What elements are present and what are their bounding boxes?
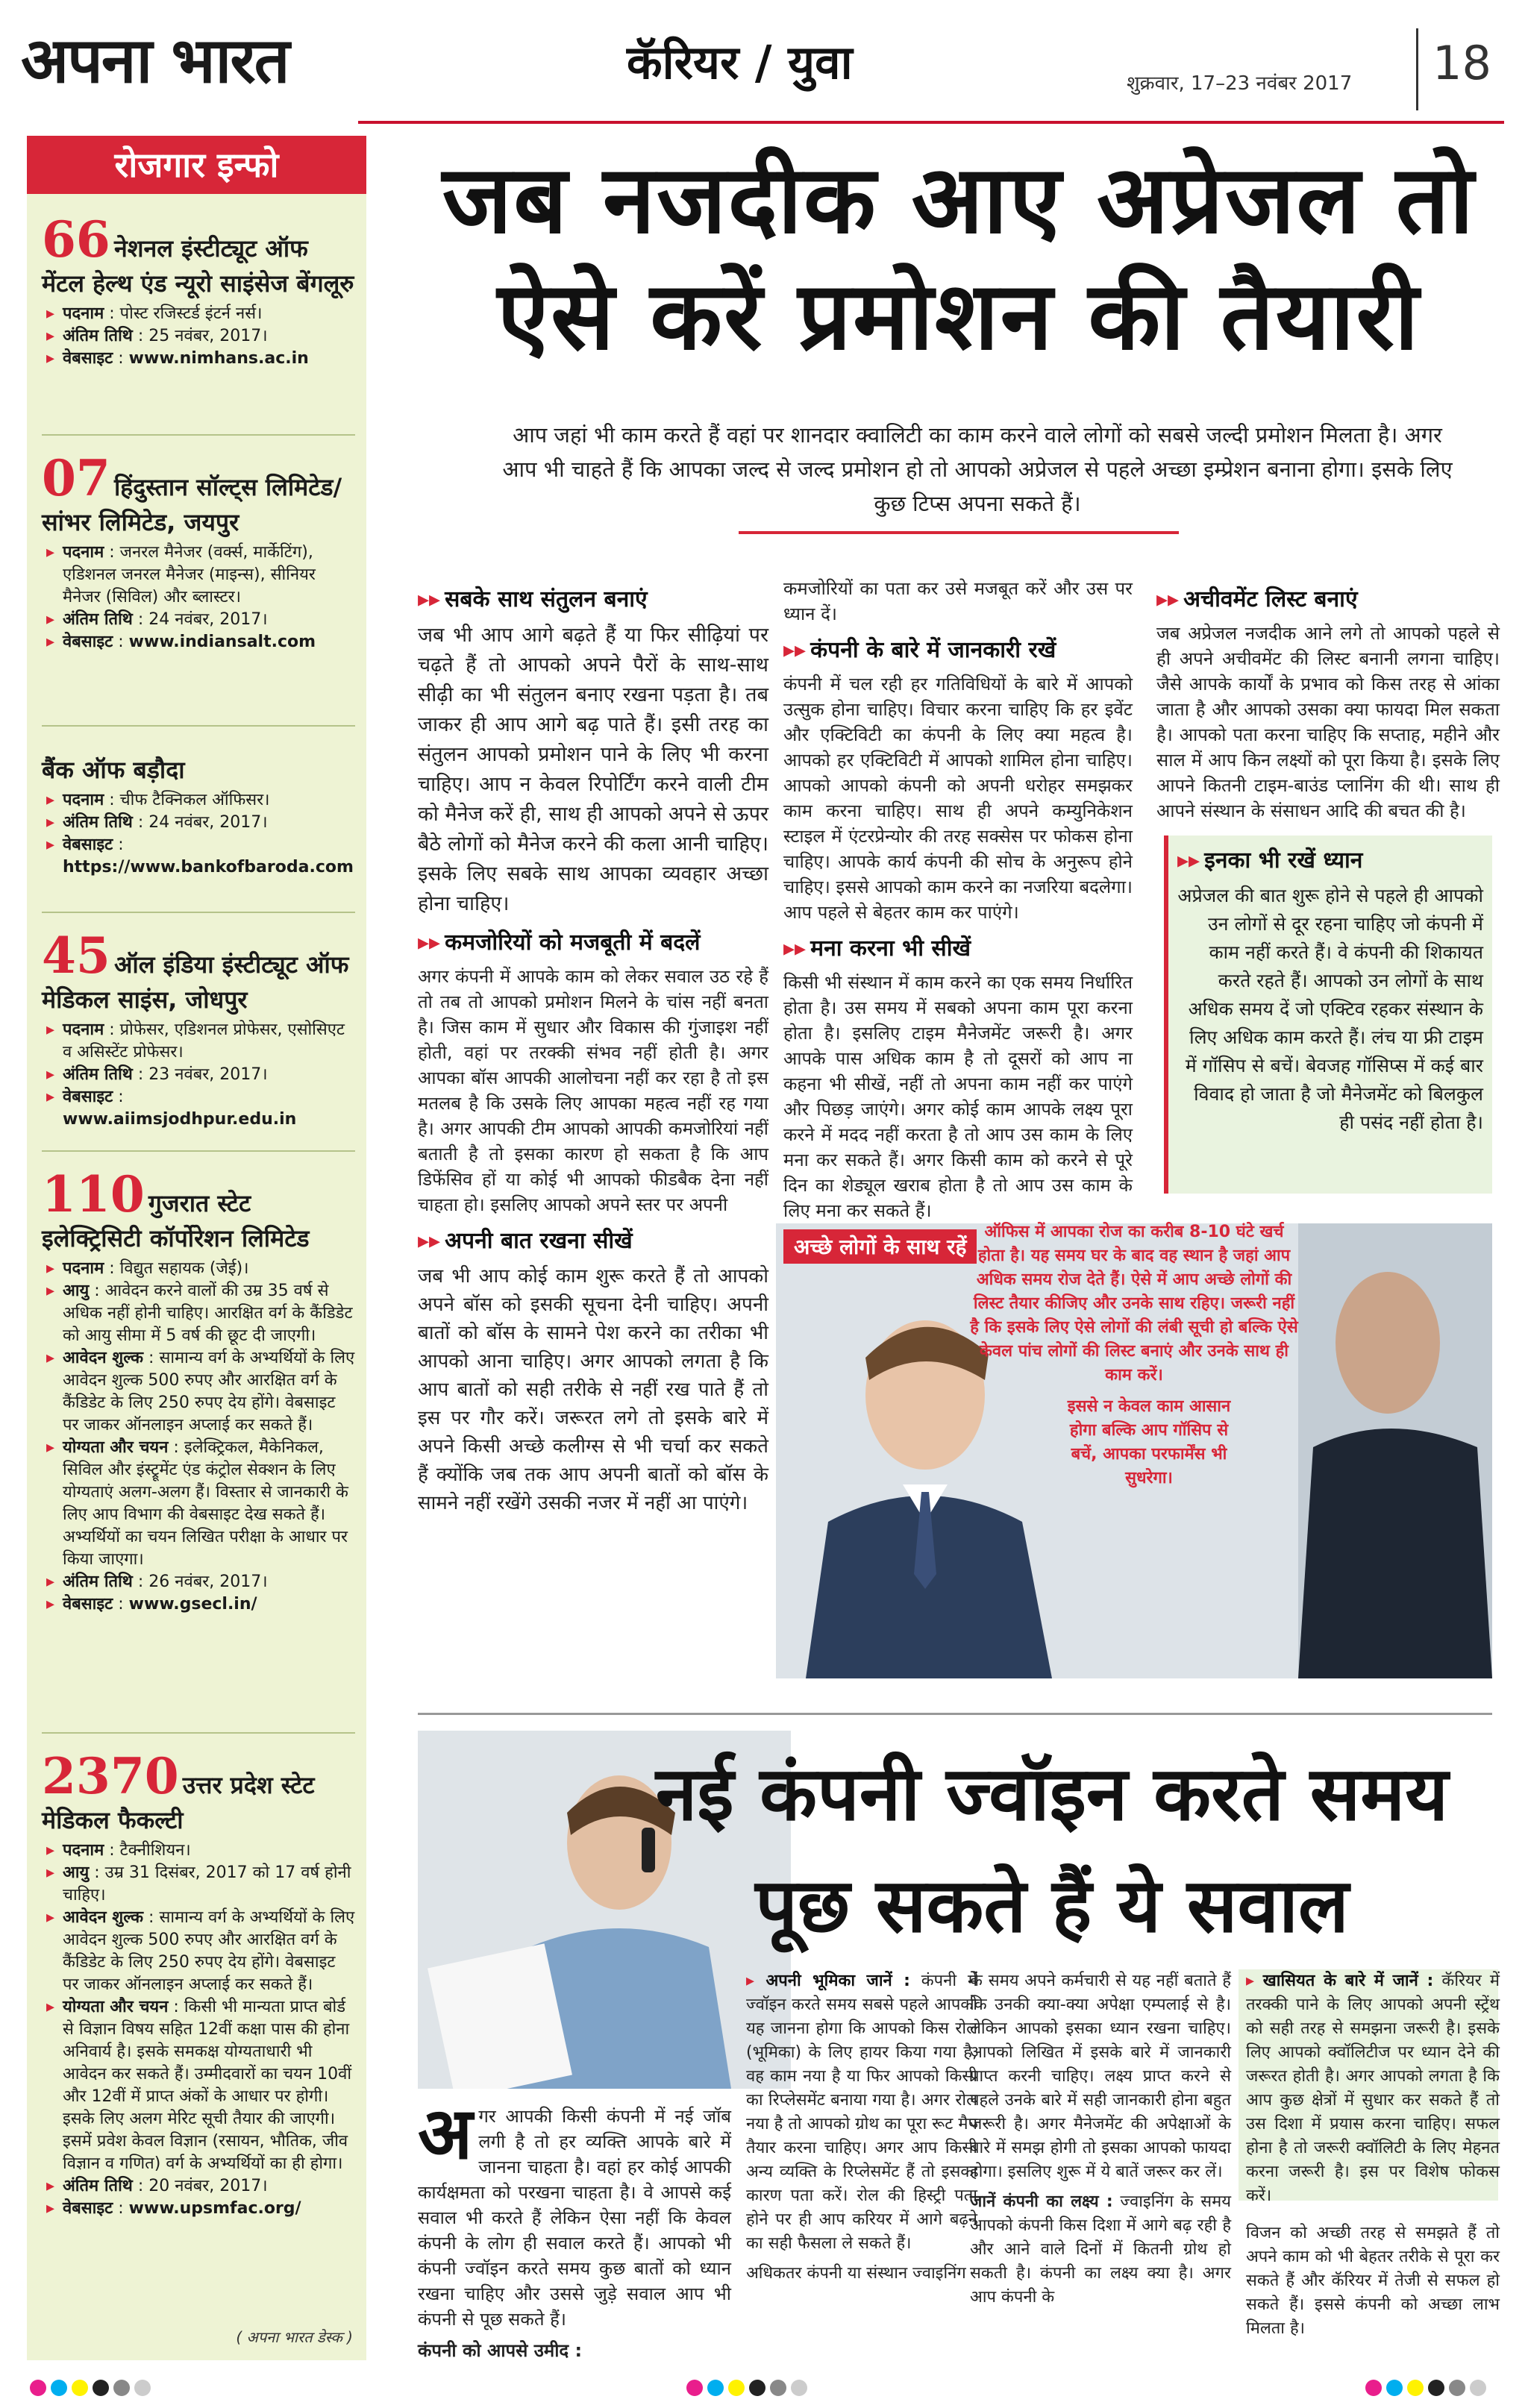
paragraph: अप्रेजल की बात शुरू होने से पहले ही आपको उन लोगों से दूर रहना चाहिए जो कंपनी में काम नहीं करते हैं। वे कंपनी की शिकायत करते रहते हैं। आपको उन लोगों के साथ अधिक समय दें जो एक्टिव रहकर संस्थान के लिए अधिक काम करते हैं। लंच या फ्री टाइम में गॉसिप से बचें। बेवजह गॉसिप्स में कई बार विवाद हो जाता है जो मैनेजमेंट को बिलकुल ही पसंद नहीं होता है। — [1177, 885, 1483, 1133]
job-org: गुजरात स्टेट इलेक्ट्रिसिटी कॉर्पोरेशन लिमिटेड — [42, 1189, 310, 1252]
article-column — [418, 576, 768, 1523]
article-column — [783, 576, 1133, 1229]
arrow-icon: ▸▸ — [418, 929, 441, 956]
main-headline: जब नजदीक आए अप्रेजल तो ऐसे करें प्रमोशन की तैयारी — [442, 145, 1476, 371]
job-detail: ▸ अंतिम तिथि : 24 नवंबर, 2017। — [42, 812, 355, 834]
subheading: ▸▸ अचीवमेंट लिस्ट बनाएं — [1156, 586, 1358, 612]
job-count: 66 — [42, 210, 110, 269]
paragraph: के समय अपने कर्मचारी से यह नहीं बताते हैं कि उनकी क्या-क्या अपेक्षा एम्पलाई से है। लेकिन आपको इसका ध्यान रखना चाहिए। आपको लिखित में इसके बारे में जानकारी प्राप्त करनी चाहिए। लक्ष्य प्राप्त करने से पहले उनके बारे में सही जानकारी होना बहुत जरूरी है। अगर मैनेजमेंट की अपेक्षाओं के बारे में समझ होगी तो इसका आपको फायदा होगा। इसलिए शुरू में ये बातें जरूर कर लें। — [970, 1972, 1231, 2181]
job-detail: ▸ अंतिम तिथि : 24 नवंबर, 2017। — [42, 609, 355, 631]
job-website-link[interactable]: ▸ वेबसाइट : www.nimhans.ac.in — [42, 348, 355, 370]
print-registration-marks — [0, 2380, 1528, 2408]
section-title: कॅरियर / युवा — [627, 35, 853, 90]
job-detail: ▸ अंतिम तिथि : 20 नवंबर, 2017। — [42, 2175, 355, 2198]
paragraph: अगर कंपनी में आपके काम को लेकर सवाल उठ रहे हैं तो तब तो आपको प्रमोशन मिलने के चांस नहीं बनता है। जिस काम में सुधार और विकास की गुंजाइश नहीं होती, वहां पर तरक्की संभव नहीं होती है। अगर आपका बॉस आपकी आलोचना नहीं कर रहा है तो इस मतलब है कि उसके लिए आपका महत्व नहीं रह गया है। अगर आपकी टीम आपको आपकी कमजोरियां नहीं बताती है तो इसका कारण हो सकता है कि आप डिफेंसिव हों या कोई भी आपको फीडबैक देना नहीं चाहता हो। इसलिए आपको अपने स्तर पर अपनी — [418, 966, 768, 1215]
job-website-link[interactable]: ▸ वेबसाइट : www.gsecl.in/ — [42, 1593, 355, 1616]
job-listing — [42, 755, 355, 879]
divider — [42, 1150, 355, 1152]
secondary-headline: नई कंपनी ज्वॉइन करते समय पूछ सकते हैं ये सवाल — [655, 1750, 1449, 1949]
paragraph: अगर आपकी किसी कंपनी में नई जॉब लगी है तो हर व्यक्ति आपके बारे में जानना चाहता है। वहां हर कोई आपकी कार्यक्षमता को परखना चाहता है। वे आपसे कई सवाल भी करते हैं लेकिन ऐसा नहीं कि केवल कंपनी के लोग ही सवाल करते हैं। आपको भी कंपनी ज्वॉइन करते समय कुछ बातों को ध्यान रखना चाहिए और उससे जुड़े सवाल आप भी कंपनी से पूछ सकते हैं। — [418, 2091, 731, 2330]
divider — [1416, 28, 1418, 110]
job-detail: ▸ योग्यता और चयन : किसी भी मान्यता प्राप्त बोर्ड से विज्ञान विषय सहित 12वीं कक्षा पास की होना अनिवार्य है। इसके समकक्ष योग्यताधारी भी आवेदन कर सकते हैं। उम्मीदवारों का चयन 10वीं और 12वीं में प्राप्त अंकों के आधार पर होगी। इसके लिए अलग मेरिट सूची तैयार की जाएगी। इसमें प्रवेश केवल विज्ञान (रसायन, भौतिक, जीव विज्ञान व गणित) वर्ग के अभ्यर्थियों का ही होगा। — [42, 1996, 355, 2175]
job-listing — [42, 449, 355, 653]
color-swatches — [1365, 2380, 1486, 2396]
paragraph: जब भी आप आगे बढ़ते हैं या फिर सीढ़ियां पर चढ़ते हैं तो आपको अपने पैरों के साथ-साथ सीढ़ी का भी संतुलन बनाए रखना पड़ता है। तब जाकर ही आप आगे बढ़ पाते हैं। इसी तरह का संतुलन आपको प्रमोशन पाने के लिए भी करना चाहिए। आप न केवल रिपोर्टिंग करने वाली टीम को मैनेज करें ही, साथ ही आपको अपने से ऊपर बैठे लोगों को मैनेज करने की कला आनी चाहिए। इसके लिए सबके साथ आपका व्यवहार अच्छा होना चाहिए। — [418, 624, 768, 915]
masthead — [0, 0, 1528, 127]
caption-text: इससे न केवल काम आसान होगा बल्कि आप गॉसिप से बचें, आपका परफार्मेंस भी सुधरेगा। — [1067, 1397, 1231, 1487]
job-count: 45 — [42, 926, 110, 985]
arrow-icon: ▸▸ — [783, 637, 807, 663]
color-swatches — [30, 2380, 151, 2396]
caption-text: ऑफिस में आपका रोज का करीब 8-10 घंटे खर्च होता है। यह समय घर के बाद वह स्थान है जहां आप अधिक समय रोज देते हैं। ऐसे में आप अच्छे लोगों की लिस्ट तैयार कीजिए और उनके साथ रहिए। जरूरी नहीं है कि इसके लिए ऐसे लोगों की लंबी सूची हो बल्कि ऐसे केवल पांच लोगों की लिस्ट बनाएं और उनके साथ ही काम करें। — [970, 1223, 1298, 1385]
job-listing — [42, 210, 355, 370]
subheading: कंपनी को आपसे उमीद : — [418, 2340, 583, 2361]
subheading: ▸▸ इनका भी रखें ध्यान — [1177, 847, 1363, 874]
divider — [42, 912, 355, 913]
job-detail: ▸ पदनाम : जनरल मैनेजर (वर्क्स, मार्केटिंग), एडिशनल जनरल मैनेजर (माइन्स), सीनियर मैनेजर (सिविल) और ब्लास्टर। — [42, 542, 355, 609]
job-listing — [42, 926, 355, 1131]
job-detail: ▸ आवेदन शुल्क : सामान्य वर्ग के अभ्यर्थियों के लिए आवेदन शुल्क 500 रुपए और आरक्षित वर्ग के कैंडिडेट के लिए 250 रुपए देय होंगे। वेबसाइट पर जाकर ऑनलाइन अप्लाई कर सकते हैं। — [42, 1347, 355, 1437]
job-detail: ▸ पदनाम : प्रोफेसर, एडिशनल प्रोफेसर, एसोसिएट व असिस्टेंट प्रोफेसर। — [42, 1019, 355, 1064]
drop-cap: अ — [418, 2091, 473, 2175]
paragraph: अधिकतर कंपनी या संस्थान ज्वाइनिंग — [746, 2264, 966, 2283]
job-detail: ▸ पदनाम : विद्युत सहायक (जेई)। — [42, 1258, 355, 1280]
job-count: 110 — [42, 1165, 145, 1223]
job-website-link[interactable]: ▸ वेबसाइट : www.aiimsjodhpur.edu.in — [42, 1086, 355, 1131]
job-count: 2370 — [42, 1747, 179, 1805]
desk-credit: ( अपना भारत डेस्क ) — [236, 2328, 353, 2346]
photo-caption — [970, 1220, 1298, 1490]
article-intro: आप जहां भी काम करते हैं वहां पर शानदार क्वालिटी का काम करने वाले लोगों को सबसे जल्दी प्रमोशन मिलता है। अगर आप भी चाहते हैं कि आपका जल्द से जल्द प्रमोशन हो तो आपको अप्रेजल से पहले अच्छा इम्प्रेशन बनाना होगा। इसके लिए कुछ टिप्स अपना सकते हैं। — [502, 422, 1453, 516]
job-count: 07 — [42, 449, 110, 507]
photo-label: अच्छे लोगों के साथ रहें — [783, 1229, 977, 1264]
job-org: उत्तर प्रदेश स्टेट मेडिकल फैकल्टी — [42, 1771, 315, 1834]
job-detail: ▸ पदनाम : पोस्ट रजिस्टर्ड इंटर्न नर्स। — [42, 303, 355, 325]
divider — [42, 1732, 355, 1734]
article-column — [1246, 1969, 1500, 2347]
sidebar-job-info — [27, 136, 366, 2360]
job-detail: ▸ अंतिम तिथि : 26 नवंबर, 2017। — [42, 1571, 355, 1593]
paragraph: ▸ अपनी भूमिका जानें : कंपनी में ज्वॉइन करते समय सबसे पहले आपको यह जानना होगा कि आपको किस रोल (भूमिका) के लिए हायर किया गया है, वह काम नया है या फिर आपको किसी का रिप्लेसमेंट बनाया गया है। अगर रोल नया है तो आपको ग्रोथ का पूरा रूट मैप तैयार करना चाहिए। अगर आप किसी अन्य व्यक्ति के रिप्लेसमेंट हैं तो इसका कारण पता करें। रोल की हिस्ट्री पता होने पर ही आप करियर में आगे बढ़ने का सही फैसला ले सकते हैं। — [746, 1972, 977, 2253]
arrow-icon: ▸▸ — [418, 586, 441, 612]
page-number: 18 — [1432, 36, 1491, 90]
paragraph: ▸ खासियत के बारे में जानें : कॅरियर में तरक्की पाने के लिए आपको अपनी स्ट्रेंथ को सही तरह से समझना जरूरी है। इसके लिए आपको क्वॉलिटीज पर ध्यान देने की जरूरत होती है। अगर आपको लगता है कि आप कुछ क्षेत्रों में सुधार कर सकते हैं तो उस दिशा में प्रयास करना चाहिए। सफल होना है तो जरूरी क्वॉलिटी के लिए मेहनत करना जरूरी है। इस पर विशेष फोकस करें। — [1246, 1972, 1500, 2205]
article-column — [1156, 576, 1500, 830]
article-column — [746, 1969, 977, 2292]
paragraph: विजन को अच्छी तरह से समझते हैं तो अपने काम को भी बेहतर तरीके से पूरा कर सकते हैं और कॅरियर में तेजी से सफल हो सकते हैं। इससे कंपनी को अच्छा लाभ मिलता है। — [1246, 2224, 1500, 2338]
job-detail: ▸ अंतिम तिथि : 25 नवंबर, 2017। — [42, 325, 355, 348]
job-detail: ▸ पदनाम : टैक्नीशियन। — [42, 1840, 355, 1862]
subheading: ▸▸ कंपनी के बारे में जानकारी रखें — [783, 637, 1056, 663]
job-detail: ▸ योग्यता और चयन : इलेक्ट्रिकल, मैकेनिकल, सिविल और इंस्ट्रूमेंट एंड कंट्रोल सेक्शन के लिए योग्यताएं अलग-अलग हैं। विस्तार से जानकारी के लिए आप विभाग की वेबसाइट देख सकते हैं। अभ्यर्थियों का चयन लिखित परीक्षा के आधार पर किया जाएगा। — [42, 1437, 355, 1571]
arrow-icon: ▸▸ — [1156, 586, 1180, 612]
subheading: ▸▸ सबके साथ संतुलन बनाएं — [418, 586, 648, 612]
paragraph: किसी भी संस्थान में काम करने का एक समय निर्धारित होता है। उस समय में सबको अपना काम पूरा करना होता है। इसलिए टाइम मैनेजमेंट जरूरी है। अगर आपके पास अधिक काम है तो दूसरों को आप ना कहना भी सीखें, नहीं तो अपना काम नहीं कर पाएंगे और पिछड़ जाएंगे। अगर कोई काम आपके लक्ष्य पूरा करने में मदद नहीं करता है तो आप उस काम के लिए मना कर सकते हैं। अगर किसी काम को करने से पूरे दिन का शेड्यूल खराब होता है तो आप उस काम के लिए मना कर सकते हैं। — [783, 972, 1133, 1221]
paragraph: जब भी आप कोई काम शुरू करते हैं तो आपको अपने बॉस को इसकी सूचना देनी चाहिए। अपनी बातों को बॉस के सामने पेश करने का तरीका भी आपको आना चाहिए। अगर आपको लगता है कि आप बातों को सही तरीके से नहीं रख पाते हैं तो इस पर गौर करें। जरूरत लगे तो इसके बारे में अपने किसी अच्छे कलीग्स से भी चर्चा कर सकते हैं क्योंकि जब तक आप अपनी बातों को बॉस के सामने नहीं रखेंगे उसकी नजर में नहीं आ पाएंगे। — [418, 1265, 768, 1514]
paragraph: कंपनी में चल रही हर गतिविधियों के बारे में आपको उत्सुक होना चाहिए। विचार करना चाहिए कि हर इवेंट और एक्टिविटी का कंपनी के लिए क्या महत्व है। आपको हर एक्टिविटी में आपको शामिल होना चाहिए। आपको आपको कंपनी को अपनी धरोहर समझकर काम करना चाहिए। साथ ही अपने कम्युनिकेशन स्टाइल में एंटरप्रेन्योर की तरह सक्सेस पर फोकस होना चाहिए। आपके कार्य कंपनी की सोच के अनुरूप होने चाहिए। इससे आपको काम करने का नजरिया बदलेगा। आप पहले से बेहतर काम कर पाएंगे। — [783, 674, 1133, 923]
paragraph: कमजोरियों का पता कर उसे मजबूत करें और उस पर ध्यान दें। — [783, 578, 1133, 624]
job-detail: ▸ आवेदन शुल्क : सामान्य वर्ग के अभ्यर्थियों के लिए आवेदन शुल्क 500 रुपए और आरक्षित वर्ग के कैंडिडेट के लिए 250 रुपए देय होंगे। वेबसाइट पर जाकर ऑनलाइन अप्लाई कर सकते हैं। — [42, 1907, 355, 1996]
arrow-icon: ▸ — [1246, 1972, 1255, 1990]
sidebar-title: रोजगार इन्फो — [27, 136, 366, 194]
job-org: नेशनल इंस्टीट्यूट ऑफ मेंटल हेल्थ एंड न्यूरो साइंसेज बेंगलूरु — [42, 234, 354, 298]
article-column — [970, 1969, 1231, 2315]
arrow-icon: ▸▸ — [1177, 847, 1200, 874]
color-swatches — [686, 2380, 807, 2396]
job-detail: ▸ अंतिम तिथि : 23 नवंबर, 2017। — [42, 1064, 355, 1086]
job-website-link[interactable]: ▸ वेबसाइट : www.indiansalt.com — [42, 631, 355, 653]
job-org: हिंदुस्तान सॉल्ट्स लिमिटेड/ सांभर लिमिटेड, जयपुर — [42, 473, 342, 536]
issue-date: शुक्रवार, 17–23 नवंबर 2017 — [1127, 72, 1353, 95]
job-org: ऑल इंडिया इंस्टीट्यूट ऑफ मेडिकल साइंस, जोधपुर — [42, 950, 349, 1014]
subheading: ▸▸ कमजोरियों को मजबूती में बदलें — [418, 929, 701, 956]
arrow-icon: ▸▸ — [783, 935, 807, 962]
arrow-icon: ▸ — [746, 1972, 755, 1990]
job-listing — [42, 1165, 355, 1616]
arrow-icon: ▸▸ — [418, 1228, 441, 1254]
brand-logo: अपना भारत — [21, 23, 289, 97]
divider — [42, 725, 355, 727]
divider — [418, 1713, 1492, 1715]
job-detail: ▸ आयु : उम्र 31 दिसंबर, 2017 को 17 वर्ष होनी चाहिए। — [42, 1862, 355, 1907]
job-org: बैंक ऑफ बड़ौदा — [42, 756, 185, 784]
job-website-link[interactable]: ▸ वेबसाइट : https://www.bankofbaroda.com — [42, 834, 355, 879]
job-detail: ▸ आयु : आवेदन करने वालों की उम्र 35 वर्ष से अधिक नहीं होनी चाहिए। आरक्षित वर्ग के कैंडिडेट को आयु सीमा में 5 वर्ष की छूट दी जाएगी। — [42, 1280, 355, 1347]
subheading: ▸▸ मना करना भी सीखें — [783, 935, 971, 962]
masthead-rule — [358, 121, 1504, 124]
job-detail: ▸ पदनाम : चीफ टैक्निकल ऑफिसर। — [42, 789, 355, 812]
paragraph: जब अप्रेजल नजदीक आने लगे तो आपको पहले से ही अपने अचीवमेंट की लिस्ट बनानी लगना चाहिए। जैसे आपके कार्यों के प्रभाव को किस तरह से आंका जाता है और आपको उसका क्या फायदा मिल सकता है। आपको पता करना चाहिए कि सप्ताह, महीने और साल में आप किन लक्ष्यों को पूरा किया है। इसके लिए आपने कितनी टाइम-बाउंड प्लानिंग की थी। साथ ही आपने संस्थान के संसाधन आदि की बचत की है। — [1156, 623, 1500, 821]
divider — [42, 434, 355, 436]
tip-box — [1164, 835, 1492, 1194]
paragraph: जानें कंपनी का लक्ष्य : ज्वाइनिंग के समय आपको कंपनी किस दिशा में आगे बढ़ रही है और आने वाले दिनों में कितनी ग्रोथ हो सकती है। कंपनी का लक्ष्य क्या है। अगर आप कंपनी के — [970, 2192, 1232, 2307]
article-column — [418, 2091, 731, 2369]
job-website-link[interactable]: ▸ वेबसाइट : www.upsmfac.org/ — [42, 2198, 355, 2220]
divider — [739, 531, 1179, 534]
subheading: ▸▸ अपनी बात रखना सीखें — [418, 1228, 633, 1254]
job-listing — [42, 1747, 355, 2220]
